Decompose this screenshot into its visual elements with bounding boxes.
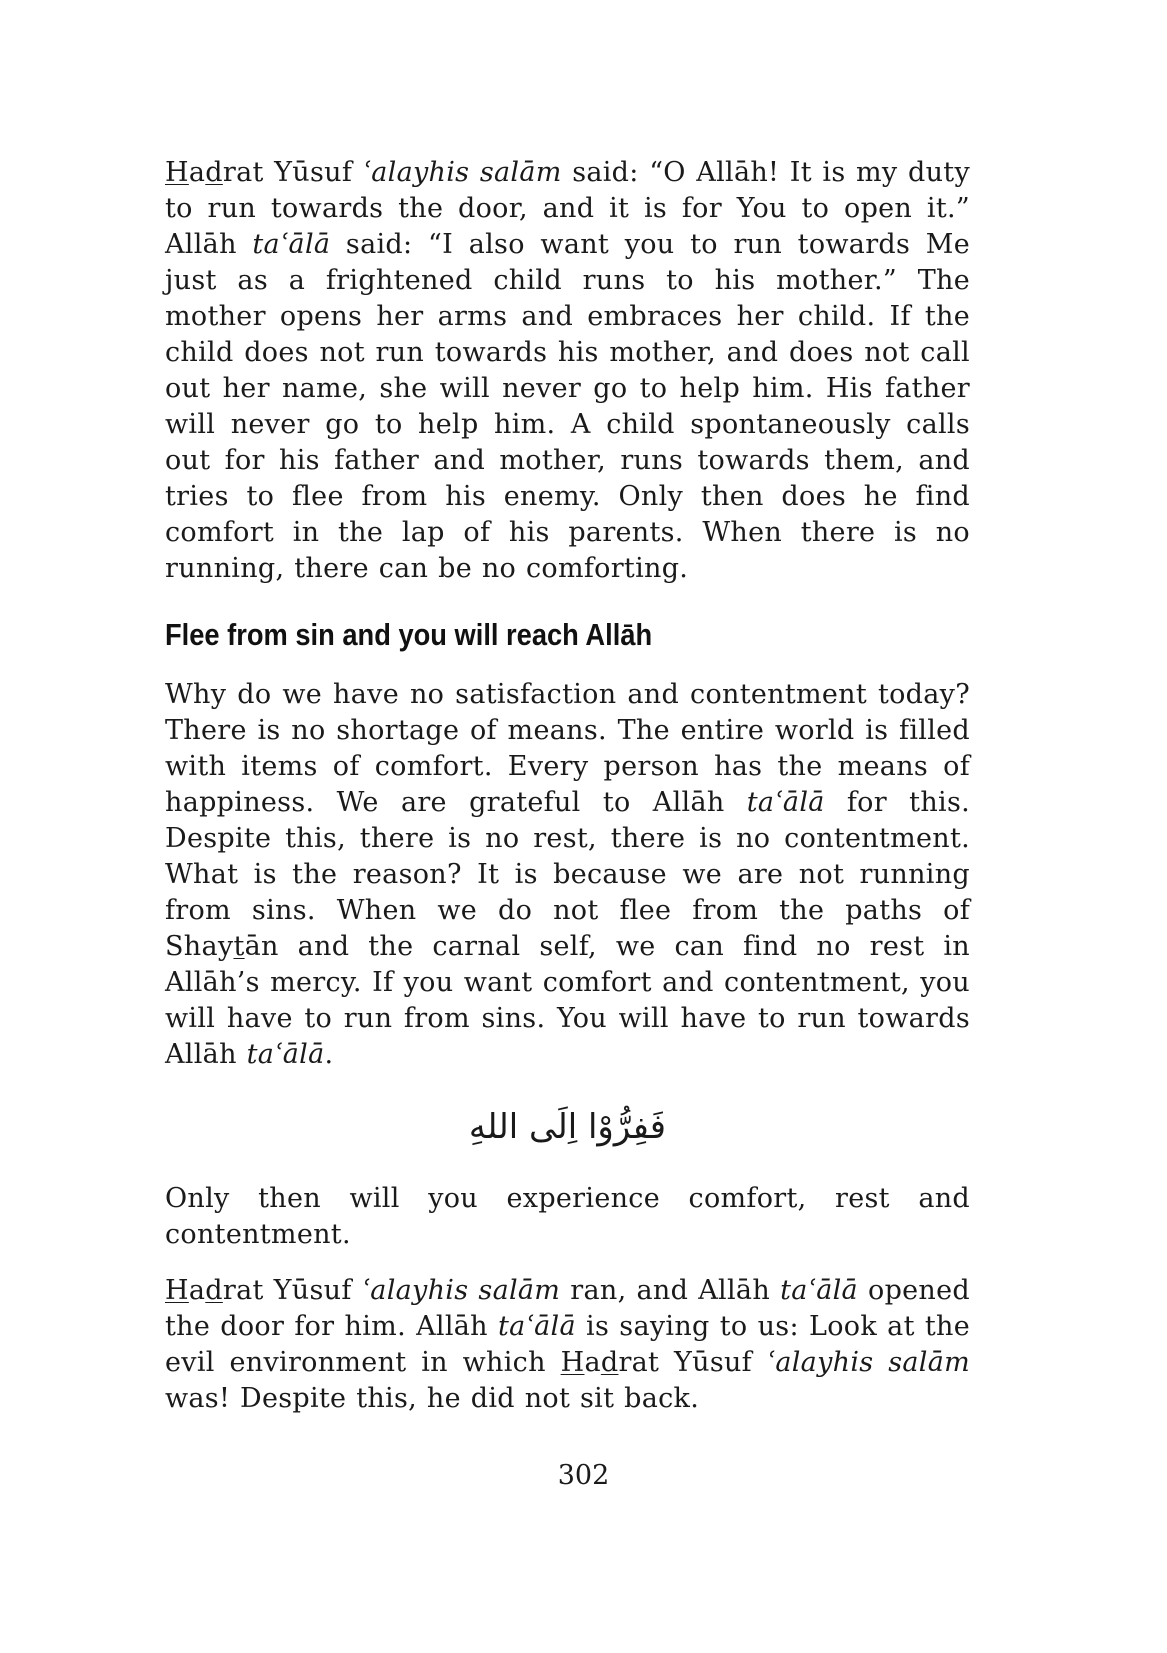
text-run: . xyxy=(324,1039,334,1070)
underlined-letter: d xyxy=(205,157,223,188)
paragraph-1 xyxy=(165,155,970,587)
page-number: 302 xyxy=(557,1460,610,1491)
section-heading: Flee from sin and you will reach Allāh xyxy=(165,617,653,652)
text-run: rat Yūsuf xyxy=(222,157,363,188)
italic-term: ʿalayhis salām xyxy=(362,157,562,188)
paragraph-4 xyxy=(165,1273,970,1417)
underlined-letter: H xyxy=(165,157,189,188)
text-run: ran, and Allāh xyxy=(560,1275,781,1306)
text-run: rat Yūsuf xyxy=(618,1347,767,1378)
page-content xyxy=(165,155,970,1417)
text-run: said: “I also want you to run towards Me just as a frightened child runs to his mother.” The mother opens her arms and embraces her child. If the child does not run towards his mother, and does not call out her name, she will never go to help him. His father will never go to help him. A child spontaneously calls out for his father and mother, runs towards them, and tries to flee from his enemy. Only then does he find comfort in the lap of his parents. When there is no running, there can be no comforting. xyxy=(165,229,971,584)
italic-term: taʿālā xyxy=(746,787,825,818)
text-run: is saying to us: Look at the evil environment in which xyxy=(165,1311,970,1378)
underlined-letter: H xyxy=(165,1275,189,1306)
text-run: a xyxy=(584,1347,601,1378)
paragraph-3: Only then will you experience comfort, rest and contentment. xyxy=(165,1183,970,1250)
paragraph-2 xyxy=(165,677,970,1073)
text-run: ān and the carnal self, we can find no rest in Allāh’s mercy. If you want comfort and contentment, you will have to run from sins. You will have to run towards Allāh xyxy=(165,931,970,1070)
text-run: opened the door for him. Allāh xyxy=(165,1275,970,1342)
italic-term: taʿālā xyxy=(246,1039,325,1070)
arabic-verse: فَفِرُّوْا اِلَى اللهِ xyxy=(468,1107,667,1147)
italic-term: taʿālā xyxy=(252,229,331,260)
text-run: was! Despite this, he did not sit back. xyxy=(165,1383,700,1414)
text-run: a xyxy=(188,157,206,188)
italic-term: ʿalayhis salām xyxy=(361,1275,561,1306)
italic-term: taʿālā xyxy=(498,1311,576,1342)
italic-term: taʿālā xyxy=(780,1275,858,1306)
underlined-letter: H xyxy=(560,1347,585,1378)
underlined-letter: d xyxy=(600,1347,619,1378)
text-run: said: “O Allāh! It is my duty to run towards the door, and it is for You to open it.” Allāh xyxy=(165,157,971,260)
underlined-letter: d xyxy=(205,1275,223,1306)
italic-term: ʿalayhis salām xyxy=(766,1347,970,1378)
text-run: a xyxy=(188,1275,206,1306)
text-run: Why do we have no satisfaction and contentment today? There is no shortage of means. The entire world is filled with items of comfort. Every person has the means of happiness. We are grateful to Allāh xyxy=(165,679,970,818)
underlined-letter: t xyxy=(233,931,245,962)
text-run: for this. Despite this, there is no rest, there is no contentment. What is the reason? It is because we are not running from sins. When we do not flee from the paths of Shay xyxy=(165,787,970,962)
text-run: rat Yūsuf xyxy=(222,1275,362,1306)
